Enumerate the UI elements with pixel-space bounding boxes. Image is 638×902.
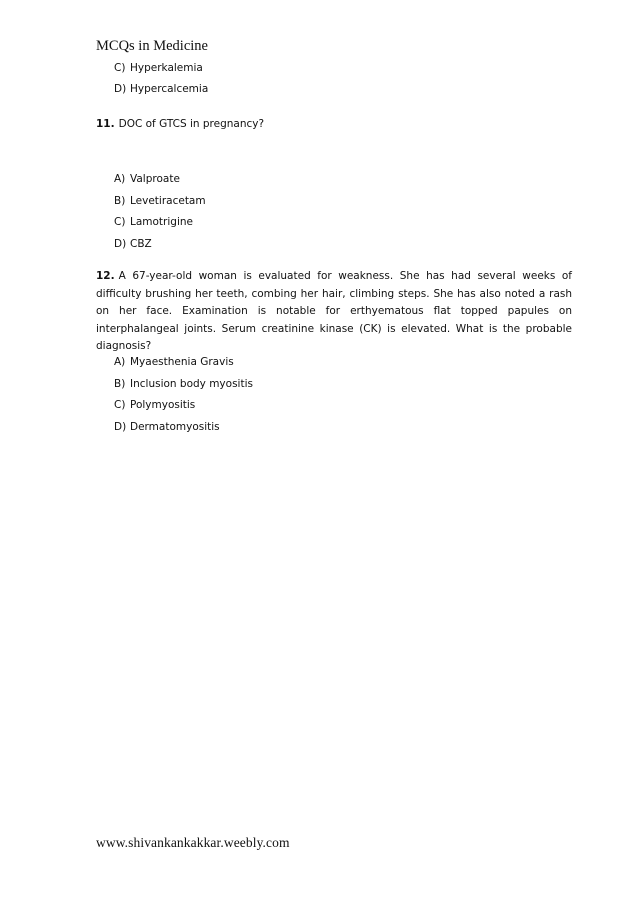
option-letter: D)	[114, 83, 127, 95]
option-letter: D)	[114, 238, 127, 250]
option-letter: A)	[114, 173, 126, 185]
question-12	[96, 268, 572, 356]
option-text: CBZ	[130, 238, 152, 250]
q11-option-c	[114, 215, 193, 229]
page-footer-url: www.shivankankakkar.weebly.com	[96, 835, 290, 850]
option-letter: C)	[114, 399, 126, 411]
option-text: Inclusion body myositis	[130, 378, 253, 390]
question-number: 12.	[96, 270, 115, 282]
option-letter: C)	[114, 216, 126, 228]
option-text: Levetiracetam	[130, 195, 206, 207]
option-letter: B)	[114, 195, 126, 207]
question-text: A 67-year-old woman is evaluated for weakness. She has had several weeks of difficulty brushing her teeth, combing her hair, climbing steps. She has also noted a rash on her face. Examination is notable for erthyematous flat topped papules on interphalangeal joints. Serum creatinine kinase (CK) is elevated. What is the probable diagnosis?	[96, 270, 572, 352]
option-letter: A)	[114, 356, 126, 368]
q11-option-b	[114, 194, 206, 208]
question-11	[96, 117, 264, 131]
option-d-prev	[114, 82, 208, 96]
option-letter: B)	[114, 378, 126, 390]
option-text: Myaesthenia Gravis	[130, 356, 234, 368]
q11-option-d	[114, 237, 152, 251]
q12-option-c	[114, 398, 195, 412]
option-text: Hyperkalemia	[130, 62, 203, 74]
option-text: Hypercalcemia	[130, 83, 209, 95]
option-text: Valproate	[130, 173, 180, 185]
option-letter: D)	[114, 421, 127, 433]
option-c-prev	[114, 61, 203, 75]
q12-option-b	[114, 377, 253, 391]
option-text: Lamotrigine	[130, 216, 193, 228]
q12-option-a	[114, 355, 234, 369]
question-text: DOC of GTCS in pregnancy?	[118, 118, 265, 130]
q11-option-a	[114, 172, 180, 186]
question-number: 11.	[96, 118, 115, 130]
page-header-title: MCQs in Medicine	[96, 38, 208, 54]
option-text: Polymyositis	[130, 399, 196, 411]
option-letter: C)	[114, 62, 126, 74]
option-text: Dermatomyositis	[130, 421, 220, 433]
q12-option-d	[114, 420, 220, 434]
